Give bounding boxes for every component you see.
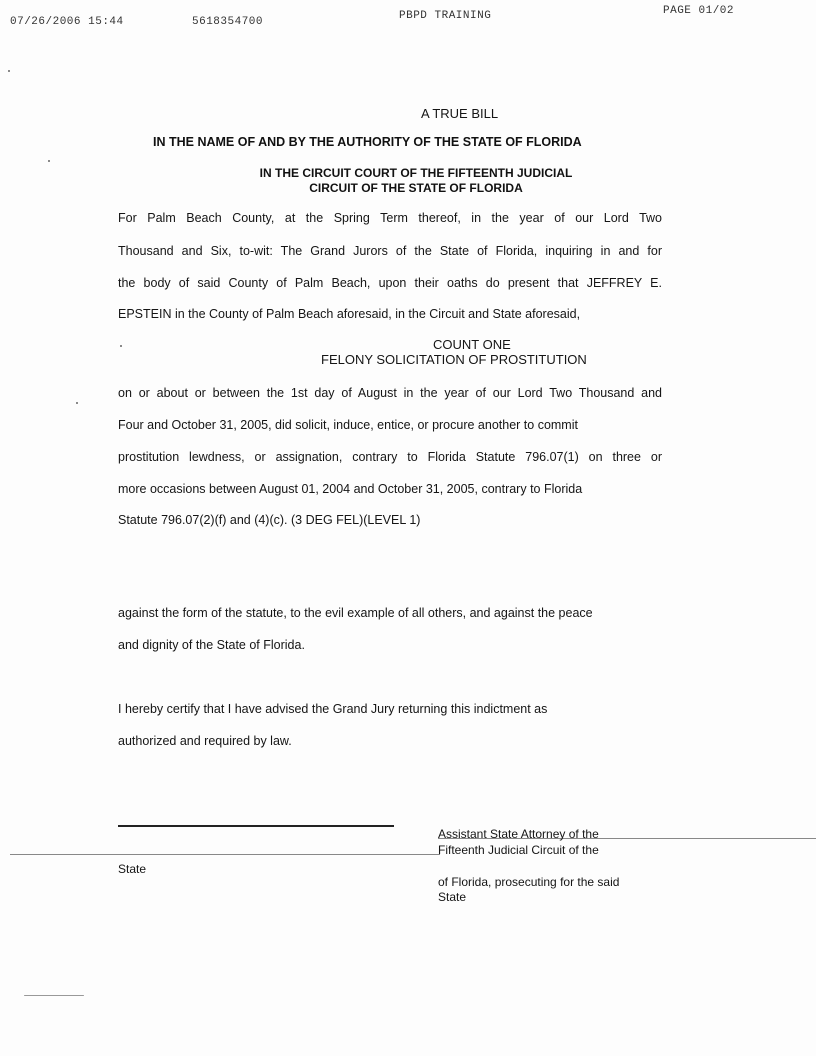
intro-line: For Palm Beach County, at the Spring Term thereof, in the year of our Lord Two: [118, 211, 662, 225]
count-line: on or about or between the 1st day of August in the year of our Lord Two Thousand and: [118, 386, 662, 400]
scan-speck: [120, 345, 122, 347]
count-line: more occasions between August 01, 2004 and October 31, 2005, contrary to Florida: [118, 482, 583, 496]
heading-true-bill: A TRUE BILL: [421, 106, 499, 121]
count-title: COUNT ONE: [433, 337, 511, 352]
signature-line: [118, 825, 394, 827]
fax-sender: PBPD TRAINING: [399, 10, 492, 22]
fax-page-number: PAGE 01/02: [663, 5, 735, 17]
heading-court-line1: IN THE CIRCUIT COURT OF THE FIFTEENTH JUDICIAL: [259, 166, 573, 180]
scan-speck: [76, 402, 78, 404]
intro-line: Thousand and Six, to-wit: The Grand Jurors of the State of Florida, inquiring in and for: [118, 244, 662, 258]
against-line: against the form of the statute, to the evil example of all others, and against the peace: [118, 606, 593, 620]
fax-datetime: 07/26/2006 15:44: [10, 16, 124, 28]
fax-phone: 5618354700: [192, 16, 264, 28]
signature-title-line: of Florida, prosecuting for the said: [438, 875, 620, 889]
scan-speck: [48, 160, 50, 162]
certify-line: I hereby certify that I have advised the Grand Jury returning this indictment as: [118, 702, 548, 716]
intro-line: EPSTEIN in the County of Palm Beach aforesaid, in the Circuit and State aforesaid,: [118, 307, 581, 321]
count-line: Four and October 31, 2005, did solicit, induce, entice, or procure another to commit: [118, 418, 578, 432]
count-subtitle: FELONY SOLICITATION OF PROSTITUTION: [321, 352, 587, 367]
scan-speck: [24, 995, 84, 996]
count-line: Statute 796.07(2)(f) and (4)(c). (3 DEG FEL)(LEVEL 1): [118, 513, 421, 527]
against-line: and dignity of the State of Florida.: [118, 638, 305, 652]
heading-court-line2: CIRCUIT OF THE STATE OF FLORIDA: [309, 181, 523, 195]
signature-title-line: State: [438, 890, 467, 904]
certify-line: authorized and required by law.: [118, 734, 292, 748]
intro-line: the body of said County of Palm Beach, upon their oaths do present that JEFFREY E.: [118, 276, 662, 290]
heading-authority: IN THE NAME OF AND BY THE AUTHORITY OF THE STATE OF FLORIDA: [153, 135, 582, 149]
signature-title-line: Assistant State Attorney of the: [438, 827, 599, 841]
signature-title-line: Fifteenth Judicial Circuit of the: [438, 843, 599, 857]
scan-artifact-line: [10, 854, 440, 855]
scan-speck: [8, 70, 10, 72]
signature-state-label: State: [118, 862, 147, 876]
count-line: prostitution lewdness, or assignation, contrary to Florida Statute 796.07(1) on three or: [118, 450, 662, 464]
